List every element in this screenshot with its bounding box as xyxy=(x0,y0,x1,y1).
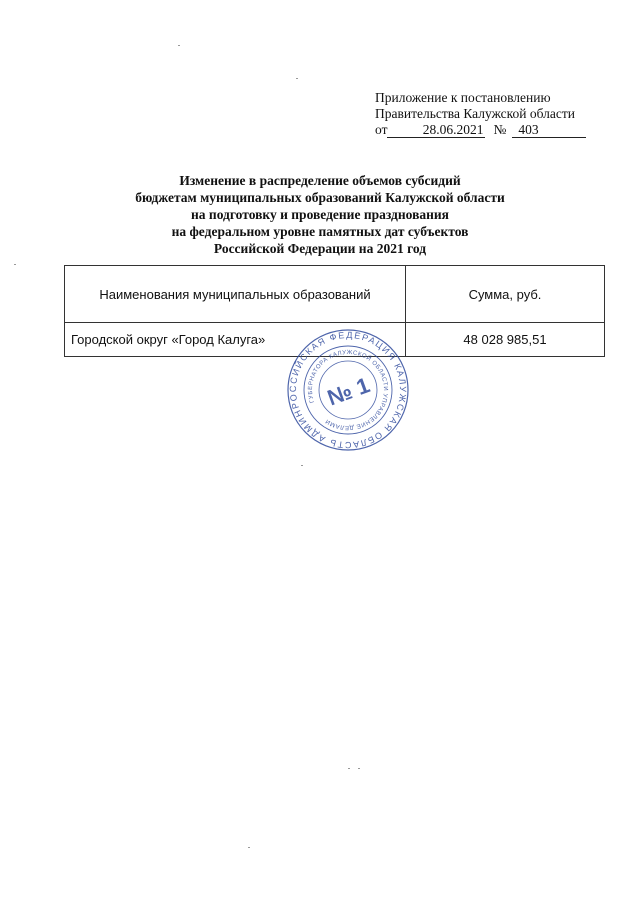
title-line: бюджетам муниципальных образований Калужской области xyxy=(135,190,505,205)
column-header-name: Наименования муниципальных образований xyxy=(65,266,406,323)
scan-speck xyxy=(348,768,350,769)
column-header-sum: Сумма, руб. xyxy=(406,266,605,323)
seal-center-number: № 1 xyxy=(324,372,373,411)
scan-speck xyxy=(296,78,298,79)
seal-outer-text: РОССИЙСКАЯ ФЕДЕРАЦИЯ КАЛУЖСКАЯ ОБЛАСТЬ АДМИНИСТРАЦИЯ xyxy=(287,329,409,451)
title-line: Российской Федерации на 2021 год xyxy=(213,241,427,256)
decree-number: 403 xyxy=(512,123,586,138)
table-header-row xyxy=(65,266,605,323)
document-title xyxy=(0,172,640,257)
title-line: на подготовку и проведение празднования xyxy=(191,207,449,222)
municipality-cell: Городской округ «Город Калуга» xyxy=(65,323,406,357)
title-line: Изменение в распределение объемов субсидий xyxy=(179,173,461,188)
scan-speck xyxy=(14,264,16,265)
scan-speck xyxy=(178,45,180,46)
approval-line-2: Правительства Калужской области xyxy=(375,106,576,121)
approval-line-1: Приложение к постановлению xyxy=(375,90,551,105)
approval-header xyxy=(375,90,586,138)
date-number-line xyxy=(375,122,586,138)
scan-speck xyxy=(301,465,303,466)
number-sign: № xyxy=(493,122,507,137)
amount-cell: 48 028 985,51 xyxy=(406,323,605,357)
decree-date: 28.06.2021 xyxy=(387,123,485,138)
title-line: на федеральном уровне памятных дат субъектов xyxy=(171,224,469,239)
official-seal-stamp xyxy=(286,328,410,452)
from-label: от xyxy=(375,122,388,137)
scan-speck xyxy=(358,768,360,769)
seal-inner-text: ГУБЕРНАТОРА КАЛУЖСКОЙ ОБЛАСТИ УПРАВЛЕНИЕ ДЕЛАМИ xyxy=(307,349,389,431)
scan-speck xyxy=(248,847,250,848)
